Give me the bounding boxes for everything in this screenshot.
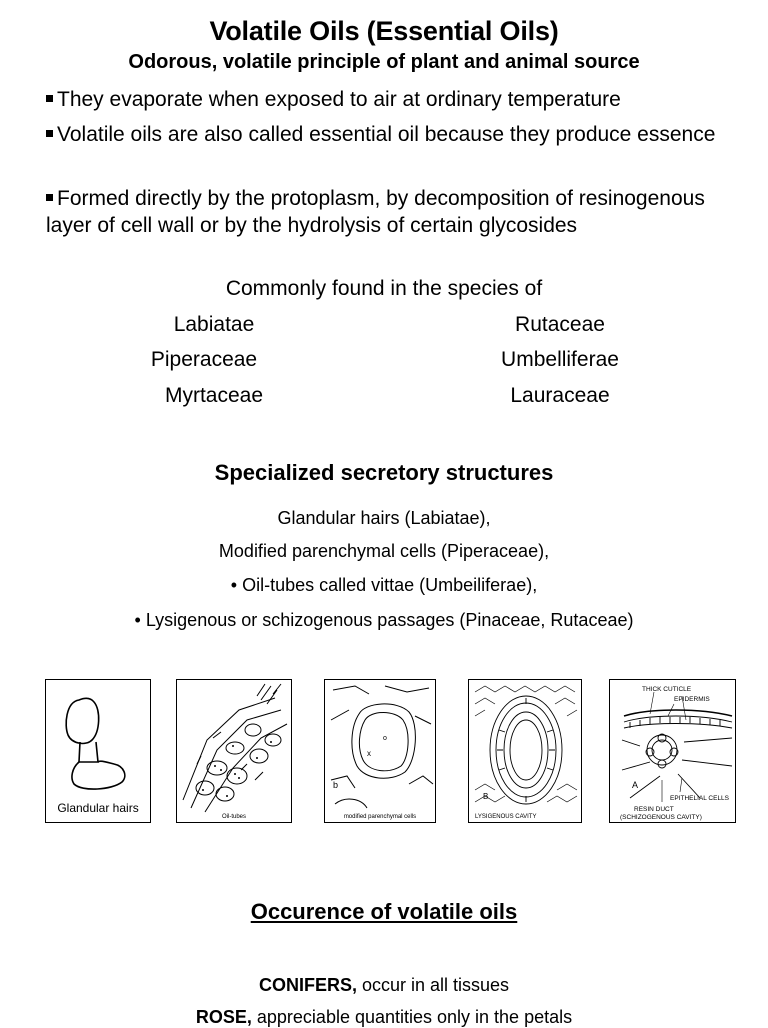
glandular-hairs-figure bbox=[45, 679, 151, 823]
occurrence-plant: CONIFERS, bbox=[258, 975, 357, 995]
bullet-point bbox=[46, 86, 736, 113]
occurrence-text: appreciable quantities only in the petals bbox=[251, 1007, 573, 1027]
square-bullet-icon bbox=[46, 130, 53, 137]
figure-caption-line1: RESIN DUCT bbox=[634, 806, 674, 813]
page-subtitle: Odorous, volatile principle of plant and animal source bbox=[128, 51, 640, 73]
families-heading: Commonly found in the species of bbox=[225, 277, 543, 300]
figure-letter: B bbox=[483, 792, 489, 801]
figure-caption: modified parenchymal cells bbox=[343, 814, 417, 820]
page-title: Volatile Oils (Essential Oils) bbox=[209, 16, 559, 46]
figure-letter: A bbox=[632, 780, 639, 790]
bullet-text: Formed directly by the protoplasm, by decomposition of resinogenous layer of cell wall or by the hydrolysis of certain glycosides bbox=[46, 187, 705, 237]
family-name: Lauraceae bbox=[510, 384, 610, 407]
occurrence-item bbox=[0, 975, 768, 996]
structure-item: • Oil-tubes called vittae (Umbeiliferae), bbox=[230, 575, 538, 595]
occurrence-item bbox=[0, 1007, 768, 1028]
structure-item: Glandular hairs (Labiatae), bbox=[277, 508, 491, 528]
structure-item: Modified parenchymal cells (Piperaceae), bbox=[218, 541, 550, 561]
bullet-text: They evaporate when exposed to air at ordinary temperature bbox=[57, 88, 621, 111]
square-bullet-icon bbox=[46, 95, 53, 102]
family-name: Piperaceae bbox=[150, 348, 258, 371]
family-name: Myrtaceae bbox=[164, 384, 264, 407]
svg-text:x: x bbox=[367, 749, 371, 758]
structure-item: • Lysigenous or schizogenous passages (Pinaceae, Rutaceae) bbox=[134, 610, 634, 630]
svg-text:o: o bbox=[383, 735, 387, 742]
occurrence-heading: Occurence of volatile oils bbox=[250, 899, 518, 924]
label-epidermis: EPIDERMIS bbox=[674, 696, 710, 703]
lysigenous-cavity-figure bbox=[468, 679, 582, 823]
bullet-point bbox=[46, 121, 736, 148]
figure-caption-line2: (SCHIZOGENOUS CAVITY) bbox=[620, 814, 702, 821]
family-name: Rutaceae bbox=[515, 313, 605, 336]
figure-letter: b bbox=[333, 780, 339, 790]
figure-caption: Glandular hairs bbox=[57, 801, 139, 815]
occurrence-plant: ROSE, bbox=[195, 1007, 252, 1027]
figure-caption: LYSIGENOUS CAVITY bbox=[475, 814, 537, 820]
structures-heading: Specialized secretory structures bbox=[214, 460, 554, 485]
figure-caption: Oil-tubes bbox=[221, 814, 246, 820]
family-name: Umbelliferae bbox=[501, 348, 619, 371]
occurrence-text: occur in all tissues bbox=[356, 975, 510, 995]
oil-tubes-figure bbox=[176, 679, 292, 823]
label-thick-cuticle: THICK CUTICLE bbox=[642, 686, 692, 693]
bullet-text: Volatile oils are also called essential oil because they produce essence bbox=[57, 123, 716, 146]
family-name: Labiatae bbox=[173, 313, 255, 336]
bullet-point bbox=[46, 185, 736, 239]
schizogenous-cavity-figure bbox=[609, 679, 736, 823]
parenchymal-cells-figure bbox=[324, 679, 436, 823]
square-bullet-icon bbox=[46, 194, 53, 201]
label-epithelial-cells: EPITHELIAL CELLS bbox=[670, 795, 730, 802]
